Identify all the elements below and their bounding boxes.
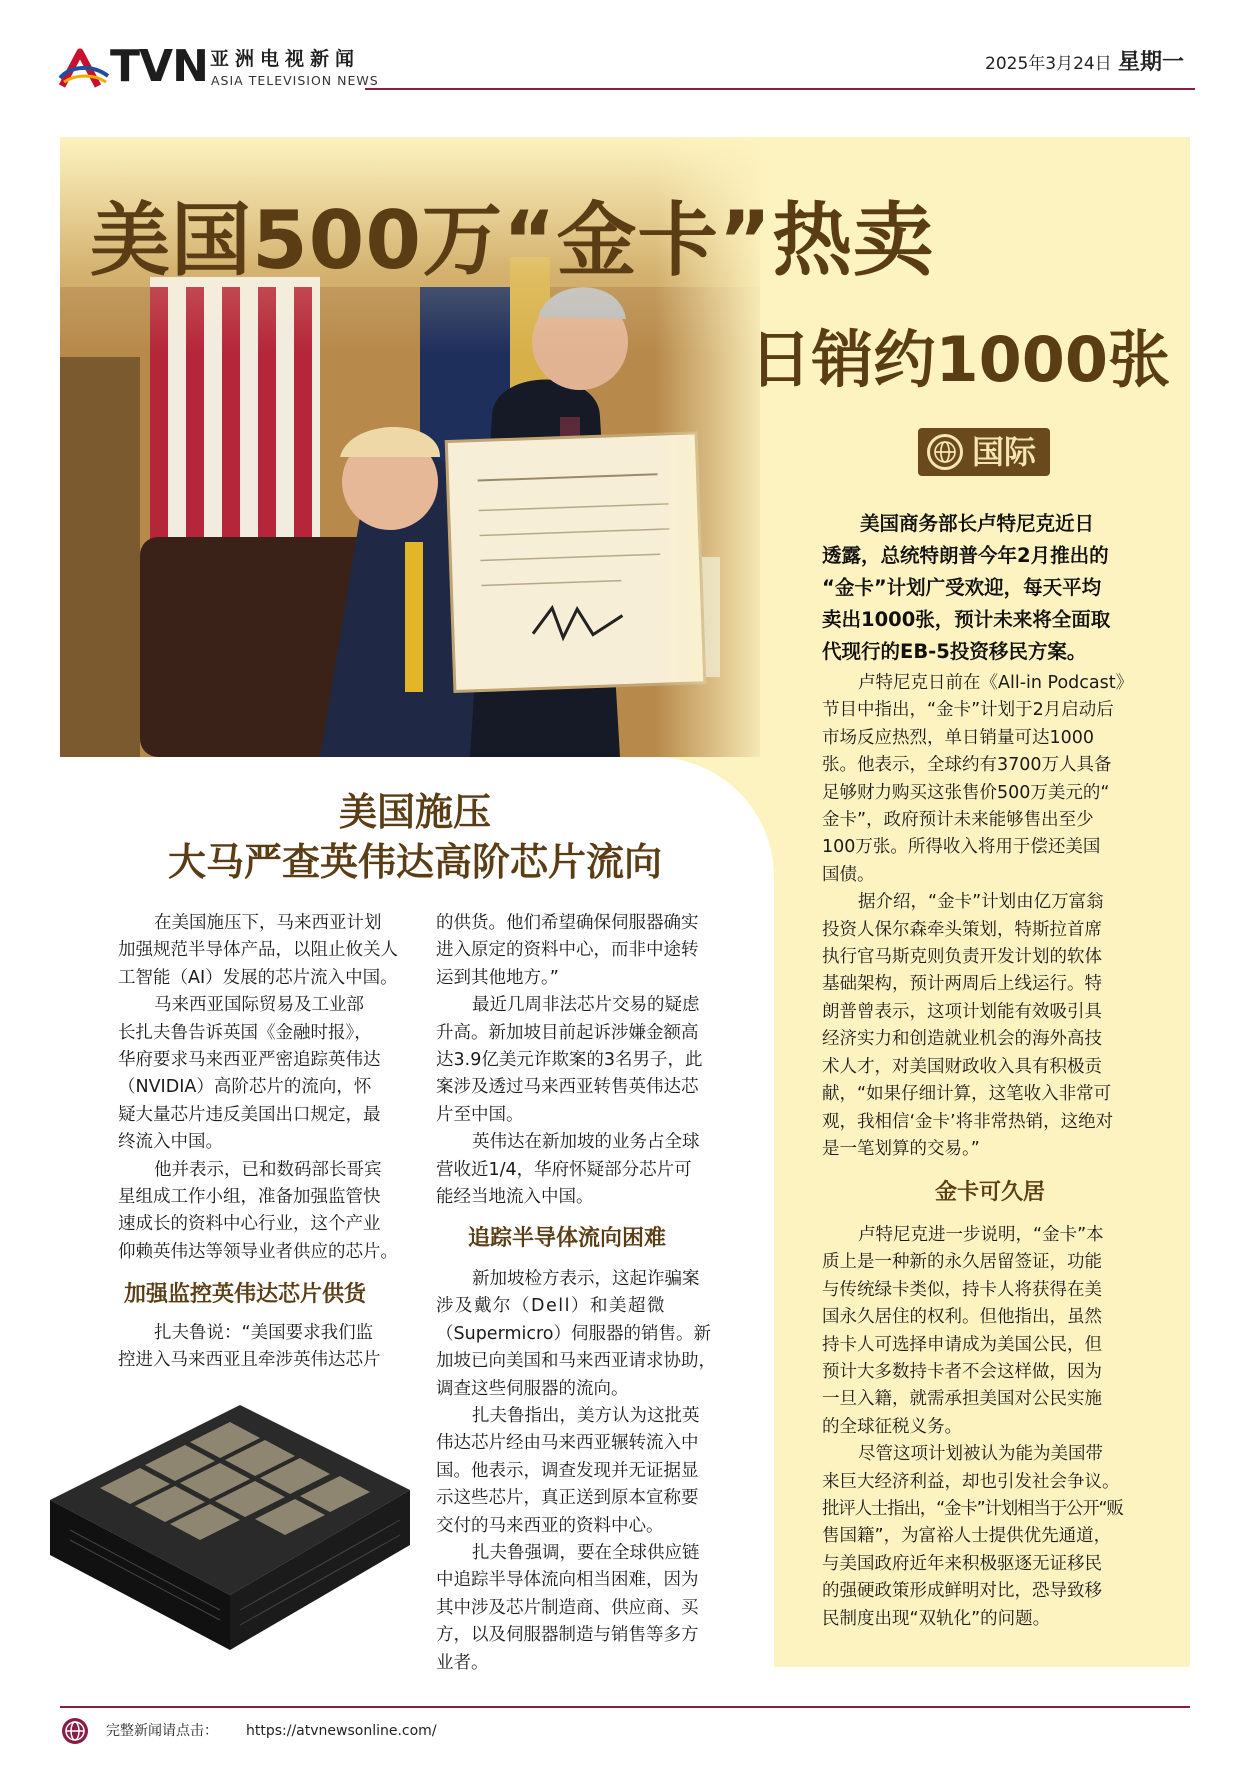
text-line: 卢特尼克日前在《All-in Podcast》 <box>858 673 1134 693</box>
text-line: 涉及戴尔（Dell）和美超微 <box>436 1296 666 1317</box>
footer-divider <box>60 1706 1190 1708</box>
lede-line: 卖出1000张，预计未来将全面取 <box>822 608 1111 631</box>
chip-article-title: 大马严查英伟达高阶芯片流向 <box>167 840 662 884</box>
text-line: 的全球征税义务。 <box>822 1416 962 1437</box>
text-line: 星组成工作小组，准备加强监管快 <box>118 1187 381 1208</box>
text-line: 投资人保尔森牵头策划，特斯拉首席 <box>822 919 1102 940</box>
text-line: 加坡已向美国和马来西亚请求协助， <box>436 1351 716 1372</box>
text-line: 持卡人可选择申请成为美国公民，但 <box>822 1334 1102 1355</box>
text-line: 进入原定的资料中心，而非中途转 <box>436 940 699 961</box>
text-line: 尽管这项计划被认为能为美国带 <box>858 1444 1103 1465</box>
text-line: 与传统绿卡类似，持卡人将获得在美 <box>822 1279 1102 1300</box>
text-line: 质上是一种新的永久居留签证，功能 <box>822 1252 1102 1273</box>
text-line: 预计大多数持卡者不会这样做，因为 <box>822 1362 1102 1383</box>
text-line: 术人才，对美国财政收入具有积极贡 <box>822 1056 1102 1077</box>
text-line: 新加坡检方表示，这起诈骗案 <box>472 1269 700 1289</box>
goldcard-paragraph <box>822 670 1157 1163</box>
text-line: 示这些芯片，真正送到原本宣称要 <box>436 1488 699 1509</box>
footer-link[interactable]: https://atvnewsonline.com/ <box>246 1723 437 1739</box>
text-line: 疑大量芯片违反美国出口规定，最 <box>118 1104 381 1125</box>
brand-name-en: ASIA TELEVISION NEWS <box>211 73 379 88</box>
lede-line: 透露，总统特朗普今年2月推出的 <box>822 544 1109 567</box>
text-line: 国。他表示，调查发现并无证据显 <box>436 1460 699 1481</box>
main-subheadline: 日销约1000张 <box>749 323 1170 396</box>
lede-line: 代现行的EB-5投资移民方案。 <box>822 640 1087 663</box>
text-line: 案涉及透过马来西亚转售英伟达芯 <box>436 1077 699 1098</box>
atvn-logo-icon <box>58 48 110 90</box>
text-line: 民制度出现“双轨化”的问题。 <box>822 1608 1051 1629</box>
issue-weekday: 星期一 <box>1118 50 1185 75</box>
main-headline: 美国500万“金卡”热卖 <box>90 194 935 287</box>
article-lede <box>822 508 1157 668</box>
text-line: 中追踪半导体流向相当困难，因为 <box>436 1570 699 1591</box>
text-line: 的强硬政策形成鲜明对比，恐导致移 <box>822 1581 1102 1602</box>
text-line: 国永久居住的权利。但他指出，虽然 <box>822 1307 1102 1328</box>
text-line: 加强规范半导体产品，以阻止攸关人 <box>118 940 398 961</box>
text-line: 交付的马来西亚的资料中心。 <box>436 1515 664 1536</box>
chip-paragraph <box>118 1320 408 1375</box>
text-line: 营收近1/4，华府怀疑部分芯片可 <box>436 1159 692 1180</box>
text-line: 长扎夫鲁告诉英国《金融时报》， <box>118 1022 372 1043</box>
text-line: 他并表示，已和数码部长哥宾 <box>154 1159 382 1180</box>
chip-article-title: 美国施压 <box>338 790 491 834</box>
text-line: 批评人士指出，“金卡”计划相当于公开“贩 <box>822 1499 1123 1520</box>
text-line: 华府要求马来西亚严密追踪英伟达 <box>118 1050 381 1071</box>
text-line: 卢特尼克进一步说明，“金卡”本 <box>858 1225 1104 1245</box>
text-line: 仰赖英伟达等领导业者供应的芯片。 <box>118 1241 398 1262</box>
text-line: 观，我相信‘金卡’将非常热销，这绝对 <box>822 1111 1114 1132</box>
text-line: 片至中国。 <box>436 1104 524 1125</box>
text-line: 业者。 <box>436 1652 489 1673</box>
text-line: 的供货。他们希望确保伺服器确实 <box>436 913 699 933</box>
section-badge-label: 国际 <box>972 433 1037 471</box>
text-line: 与美国政府近年来积极驱逐无证移民 <box>822 1553 1102 1574</box>
text-line: 伟达芯片经由马来西亚辗转流入中 <box>436 1433 699 1454</box>
text-line: 运到其他地方。” <box>436 967 559 988</box>
issue-date: 2025年3月24日 <box>985 54 1112 74</box>
lede-line: “金卡”计划广受欢迎，每天平均 <box>822 576 1102 599</box>
brand-short: TVN <box>110 41 208 92</box>
text-line: 执行官马斯克则负责开发计划的软体 <box>822 947 1102 968</box>
chip-paragraph <box>118 910 408 1266</box>
text-line: 基础架构，预计两周后上线运行。特 <box>822 974 1102 995</box>
text-line: 英伟达在新加坡的业务占全球 <box>472 1132 700 1153</box>
text-line: （NVIDIA）高阶芯片的流向，怀 <box>118 1077 372 1098</box>
text-line: 调查这些伺服器的流向。 <box>436 1378 629 1399</box>
text-line: 售国籍”，为富裕人士提供优先通道， <box>822 1526 1112 1547</box>
goldcard-subhead: 金卡可久居 <box>934 1180 1045 1205</box>
text-line: 扎夫鲁强调，要在全球供应链 <box>472 1543 700 1564</box>
text-line: 工智能（AI）发展的芯片流入中国。 <box>118 967 398 988</box>
text-line: 马来西亚国际贸易及工业部 <box>154 995 364 1016</box>
globe-icon <box>927 434 963 470</box>
lede-line: 美国商务部长卢特尼克近日 <box>860 512 1095 535</box>
text-line: 扎夫鲁指出，美方认为这批英 <box>472 1406 700 1427</box>
text-line: 来巨大经济利益，却也引发社会争议。 <box>822 1471 1120 1492</box>
text-line: 节目中指出，“金卡”计划于2月启动后 <box>822 700 1114 721</box>
goldcard-paragraph <box>822 1222 1157 1633</box>
text-line: 100万张。所得收入将用于偿还美国 <box>822 837 1101 858</box>
globe-icon <box>60 1716 90 1746</box>
footer-label: 完整新闻请点击： <box>106 1723 218 1739</box>
text-line: 市场反应热烈，单日销量可达1000 <box>822 727 1095 748</box>
text-line: 经济实力和创造就业机会的海外高技 <box>822 1029 1102 1050</box>
nvidia-server-image <box>40 1380 420 1680</box>
text-line: 足够财力购买这张售价500万美元的“ <box>822 782 1110 803</box>
text-line: 金卡”，政府预计未来能够售出至少 <box>822 810 1094 831</box>
text-line: 是一笔划算的交易。” <box>822 1138 980 1159</box>
text-line: 升高。新加坡目前起诉涉嫌金额高 <box>436 1022 699 1043</box>
text-line: （Supermicro）伺服器的销售。新 <box>436 1323 712 1344</box>
chip-subhead: 追踪半导体流向困难 <box>468 1226 667 1251</box>
text-line: 达3.9亿美元诈欺案的3名男子，此 <box>436 1050 703 1071</box>
text-line: 扎夫鲁说：“美国要求我们监 <box>154 1323 374 1343</box>
header-divider <box>365 88 1195 90</box>
text-line: 能经当地流入中国。 <box>436 1187 594 1208</box>
text-line: 张。他表示，全球约有3700万人具备 <box>822 755 1112 776</box>
text-line: 其中涉及芯片制造商、供应商、买 <box>436 1597 699 1618</box>
chip-paragraph <box>436 910 726 1211</box>
text-line: 最近几周非法芯片交易的疑虑 <box>472 995 700 1016</box>
text-line: 控进入马来西亚且牵涉英伟达芯片 <box>118 1350 381 1371</box>
text-line: 速成长的资料中心行业，这个产业 <box>118 1214 381 1235</box>
text-line: 据介绍，“金卡”计划由亿万富翁 <box>858 892 1104 913</box>
chip-subhead: 加强监控英伟达芯片供货 <box>124 1282 367 1307</box>
text-line: 朗普曾表示，这项计划能有效吸引具 <box>822 1001 1102 1022</box>
text-line: 方，以及伺服器制造与销售等多方 <box>436 1625 699 1646</box>
brand-name-cn: 亚洲电视新闻 <box>210 48 361 70</box>
chip-paragraph <box>436 1266 726 1677</box>
text-line: 在美国施压下，马来西亚计划 <box>154 913 382 933</box>
text-line: 终流入中国。 <box>118 1132 223 1153</box>
text-line: 献，“如果仔细计算，这笔收入非常可 <box>822 1084 1112 1105</box>
text-line: 一旦入籍，就需承担美国对公民实施 <box>822 1389 1102 1410</box>
text-line: 国债。 <box>822 864 875 885</box>
